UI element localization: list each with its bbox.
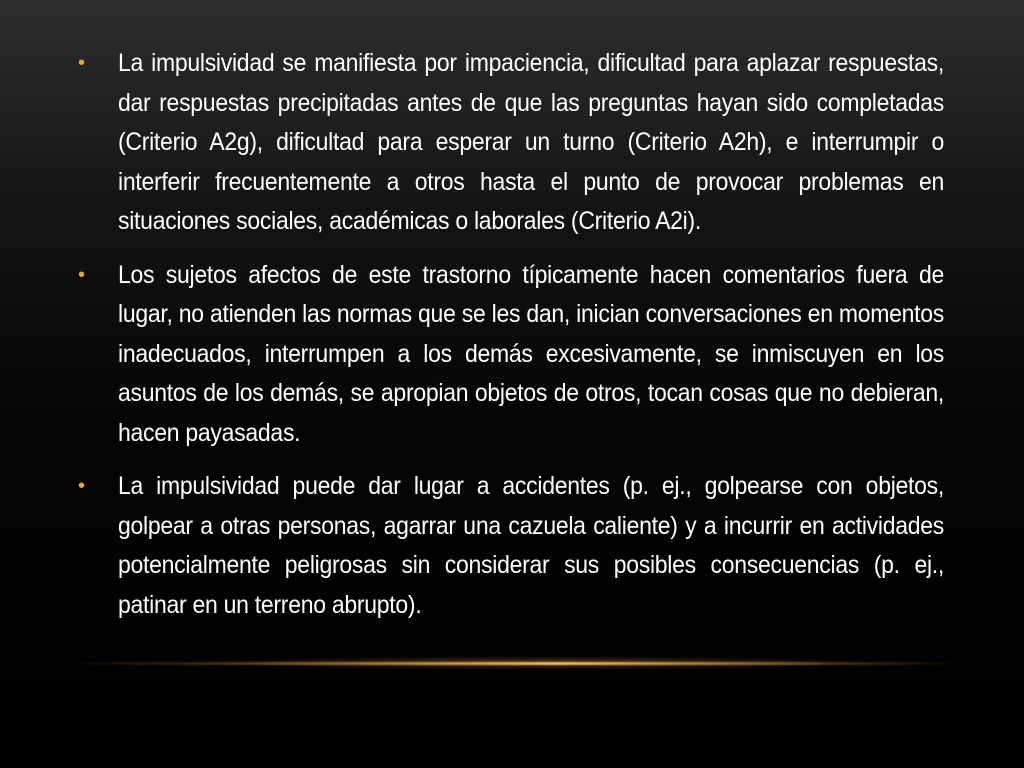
bullet-item-2	[78, 256, 944, 454]
bullet-item-3	[78, 467, 944, 625]
bullet-item-1	[78, 44, 944, 242]
bullet-marker-icon: •	[78, 263, 86, 286]
bullet-text: La impulsividad se manifiesta por impaciencia, dificultad para aplazar respuestas, dar respuestas precipitadas antes de que las preguntas hayan sido completadas (Criterio A2g), dificultad para esperar un turno (Criterio A2h), e interrumpir o interferir frecuentemente a otros hasta el punto de provocar problemas en situaciones sociales, académicas o laborales (Criterio A2i).	[118, 49, 945, 235]
bullet-text: La impulsividad puede dar lugar a accidentes (p. ej., golpearse con objetos, golpear a otras personas, agarrar una cazuela caliente) y a incurrir en actividades potencialmente peligrosas sin considerar sus posibles consecuencias (p. ej., patinar en un terreno abrupto).	[118, 472, 945, 619]
bullet-list	[78, 44, 944, 639]
bullet-marker-icon: •	[78, 52, 86, 74]
bullet-marker-icon: •	[78, 475, 86, 497]
bullet-text: Los sujetos afectos de este trastorno típicamente hacen comentarios fuera de lugar, no atienden las normas que se les dan, inician conversaciones en momentos inadecuados, interrumpen a los demás excesivamente, se inmiscuyen en los asuntos de los demás, se apropian objetos de otros, tocan cosas que no debieran, hacen payasadas.	[118, 260, 945, 447]
decorative-glow-line	[60, 662, 964, 665]
